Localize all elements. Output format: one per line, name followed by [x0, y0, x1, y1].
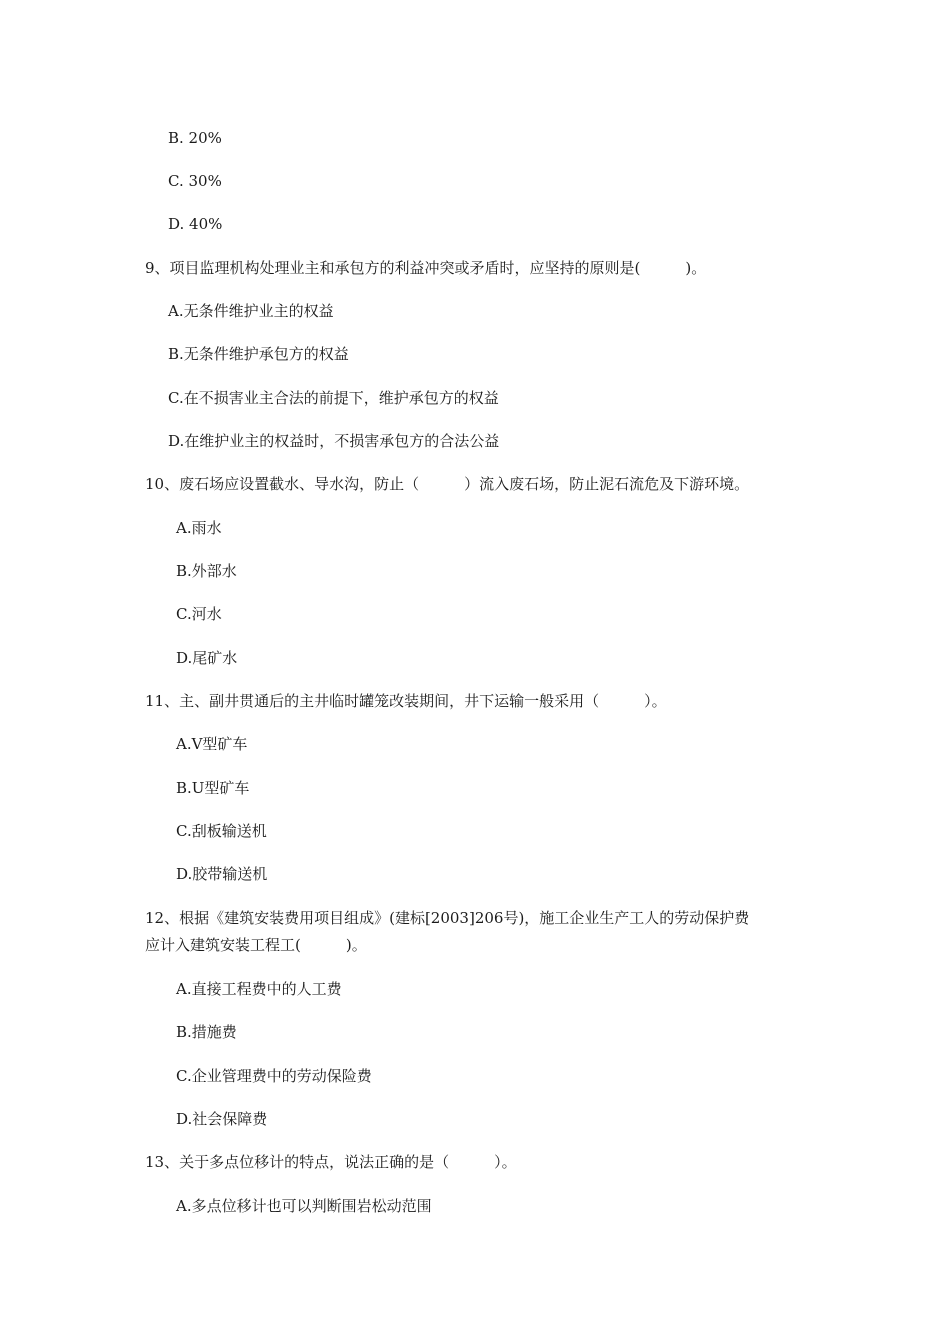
q11-option-a: A.V型矿车 — [176, 735, 248, 753]
q12-stem-line1: 12、根据《建筑安装费用项目组成》(建标[2003]206号)，施工企业生产工人的劳动保护费 — [145, 909, 750, 927]
q9-option-d: D.在维护业主的权益时，不损害承包方的合法公益 — [168, 432, 500, 450]
q11-option-c: C.刮板输送机 — [176, 822, 267, 840]
q12-option-c: C.企业管理费中的劳动保险费 — [176, 1067, 372, 1085]
q12-option-a: A.直接工程费中的人工费 — [176, 980, 342, 998]
q12-option-b: B.措施费 — [176, 1023, 237, 1041]
q9-option-b: B.无条件维护承包方的权益 — [168, 345, 349, 363]
q10-option-a: A.雨水 — [176, 519, 222, 537]
q12-stem-line2: 应计入建筑安装工程工( )。 — [145, 936, 367, 954]
q10-stem: 10、废石场应设置截水、导水沟，防止（ ）流入废石场，防止泥石流危及下游环境。 — [145, 475, 750, 493]
q11-stem: 11、主、副井贯通后的主井临时罐笼改装期间，井下运输一般采用（ ）。 — [145, 692, 667, 710]
q10-option-b: B.外部水 — [176, 562, 237, 580]
q8-option-d: D. 40% — [168, 215, 223, 233]
q12-option-d: D.社会保障费 — [176, 1110, 268, 1128]
q8-option-c: C. 30% — [168, 172, 222, 190]
q9-option-c: C.在不损害业主合法的前提下，维护承包方的权益 — [168, 389, 499, 407]
q9-option-a: A.无条件维护业主的权益 — [168, 302, 334, 320]
q8-option-b: B. 20% — [168, 129, 222, 147]
q10-option-c: C.河水 — [176, 605, 222, 623]
q13-option-a: A.多点位移计也可以判断围岩松动范围 — [176, 1197, 432, 1215]
q11-option-d: D.胶带输送机 — [176, 865, 268, 883]
q13-stem: 13、关于多点位移计的特点，说法正确的是（ ）。 — [145, 1153, 517, 1171]
q11-option-b: B.U型矿车 — [176, 779, 250, 797]
q10-option-d: D.尾矿水 — [176, 649, 238, 667]
q9-stem: 9、项目监理机构处理业主和承包方的利益冲突或矛盾时，应坚持的原则是( )。 — [145, 259, 707, 277]
